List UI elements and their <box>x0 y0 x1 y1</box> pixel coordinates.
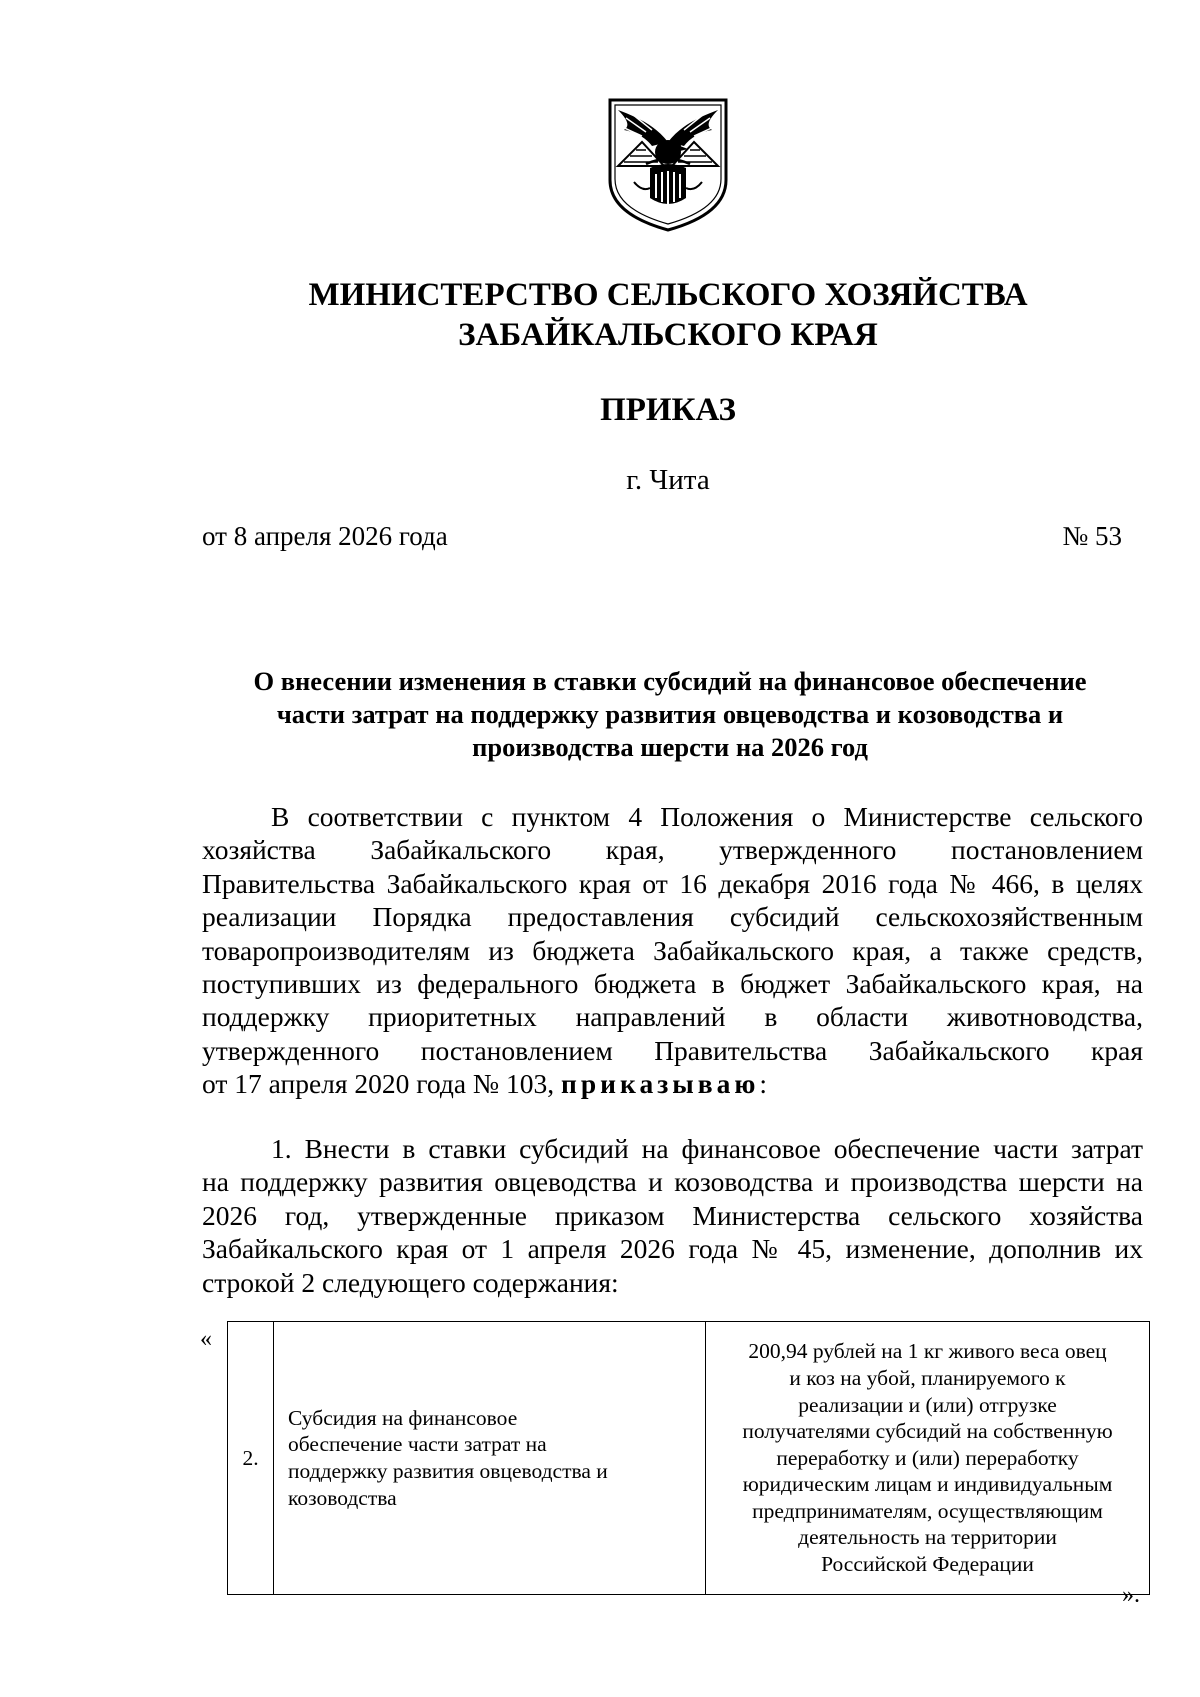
paragraph-line: на поддержку развития овцеводства и козоводства и производства шерсти на <box>202 1166 1143 1198</box>
preamble-last-line-end: : <box>759 1068 767 1100</box>
paragraph-line: строкой 2 следующего содержания: <box>202 1266 619 1298</box>
cell-line: обеспечение части затрат на <box>288 1432 547 1457</box>
paragraph-line: утвержденного постановлением Правительства Забайкальского края <box>202 1034 1143 1066</box>
paragraph-line <box>202 1067 1143 1100</box>
item-1-paragraph <box>202 1132 1143 1299</box>
subsidy-rate-cell <box>706 1322 1150 1595</box>
document-number: № 53 <box>1062 521 1122 551</box>
cell-line: переработку и (или) переработку <box>776 1445 1079 1470</box>
cell-line: реализации и (или) отгрузке <box>798 1392 1057 1417</box>
cell-line: Российской Федерации <box>821 1552 1034 1577</box>
document-type: ПРИКАЗ <box>600 392 736 428</box>
paragraph-line: Забайкальского края от 1 апреля 2026 года № 45, изменение, дополнив их <box>202 1233 1143 1265</box>
quote-open: « <box>200 1326 212 1352</box>
subject-line: О внесении изменения в ставки субсидий на финансовое обеспечение <box>253 666 1087 696</box>
paragraph-line: 1. Внести в ставки субсидий на финансовое обеспечение части затрат <box>271 1133 1143 1164</box>
cell-line: получателями субсидий на собственную <box>742 1419 1113 1444</box>
subject-line: производства шерсти на 2026 год <box>472 732 868 762</box>
paragraph-line: В соответствии с пунктом 4 Положения о Министерстве сельского <box>271 801 1143 832</box>
ministry-name-line: ЗАБАЙКАЛЬСКОГО КРАЯ <box>458 317 878 353</box>
paragraph-line: Правительства Забайкальского края от 16 декабря 2016 года № 466, в целях <box>202 867 1143 899</box>
preamble-paragraph <box>202 800 1143 1101</box>
document-date: от 8 апреля 2026 года <box>202 521 448 551</box>
cell-line: козоводства <box>288 1485 397 1510</box>
cell-line: 200,94 рублей на 1 кг живого веса овец <box>748 1339 1107 1364</box>
paragraph-line: поддержку приоритетных направлений в области животноводства, <box>202 1001 1143 1033</box>
ministry-name <box>0 275 1200 355</box>
paragraph-line: товаропроизводителям из бюджета Забайкальского края, а также средств, <box>202 934 1143 966</box>
subject-line: части затрат на поддержку развития овцеводства и козоводства и <box>276 699 1064 729</box>
paragraph-line: реализации Порядка предоставления субсидий сельскохозяйственным <box>202 901 1143 933</box>
ministry-name-line: МИНИСТЕРСТВО СЕЛЬСКОГО ХОЗЯЙСТВА <box>308 277 1028 313</box>
quote-close: ». <box>1122 1582 1140 1608</box>
paragraph-line: хозяйства Забайкальского края, утвержденного постановлением <box>202 834 1143 866</box>
coat-of-arms-emblem <box>606 96 730 234</box>
cell-line: и коз на убой, планируемого к <box>789 1365 1066 1390</box>
cell-line: предпринимателям, осуществляющим <box>752 1498 1103 1523</box>
cell-line: Субсидия на финансовое <box>288 1405 518 1430</box>
cell-line: поддержку развития овцеводства и <box>288 1459 608 1483</box>
paragraph-line: 2026 год, утвержденные приказом Министерства сельского хозяйства <box>202 1199 1143 1231</box>
preamble-last-line-start: от 17 апреля 2020 года № 103, <box>202 1068 562 1100</box>
table-row <box>228 1322 1150 1595</box>
cell-line: деятельность на территории <box>798 1525 1057 1550</box>
subsidy-rate-table <box>227 1321 1150 1595</box>
paragraph-line: поступивших из федерального бюджета в бюджет Забайкальского края, на <box>202 967 1143 999</box>
cell-line: юридическим лицам и индивидуальным <box>742 1472 1113 1497</box>
city: г. Чита <box>626 464 710 496</box>
order-verb: приказываю <box>561 1068 760 1100</box>
document-subject <box>200 665 1140 764</box>
row-number-cell: 2. <box>228 1322 274 1595</box>
subsidy-name-cell <box>274 1322 706 1595</box>
